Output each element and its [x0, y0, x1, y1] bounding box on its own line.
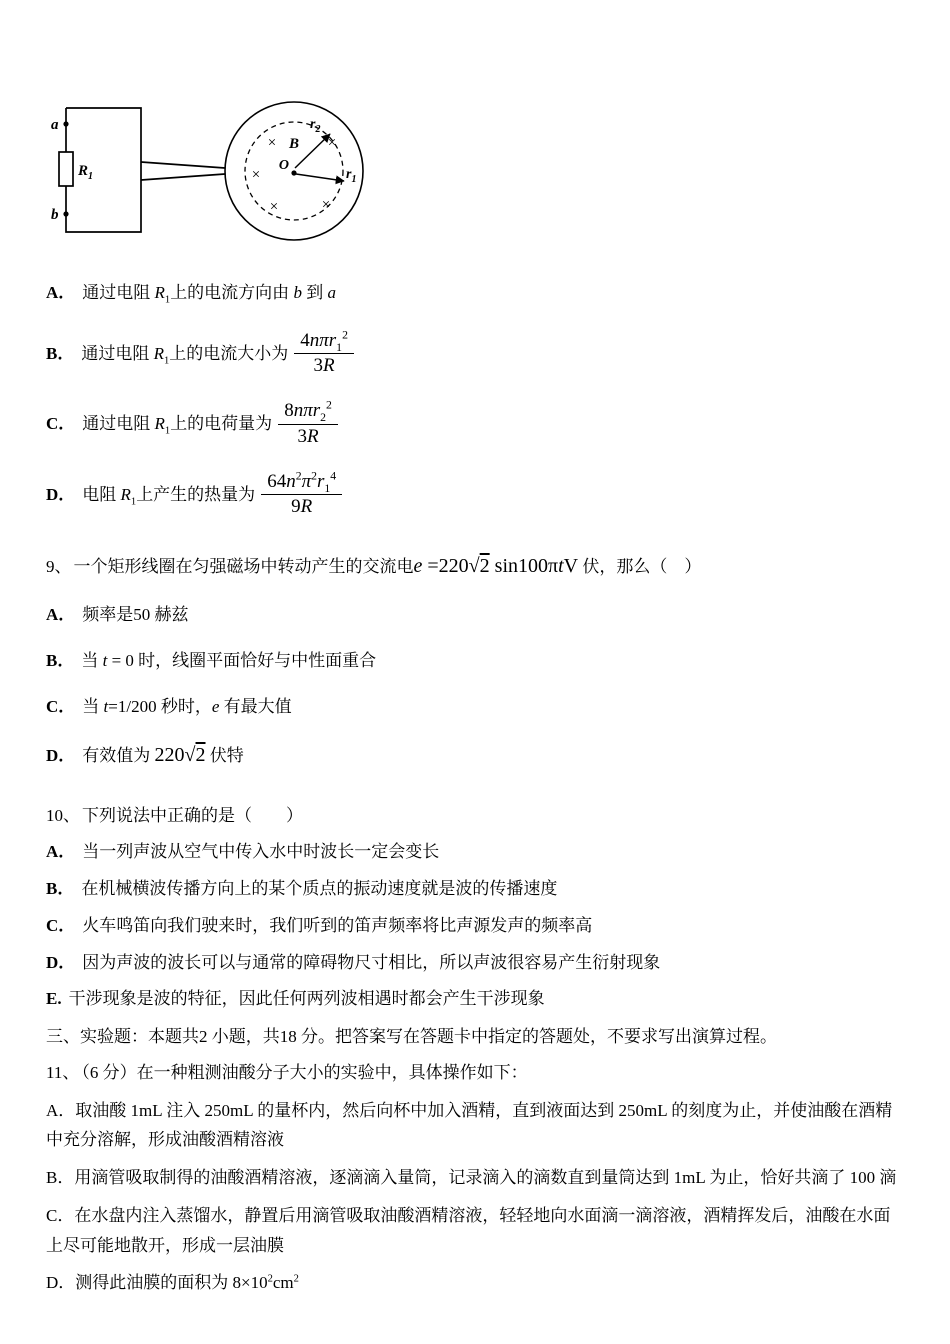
- option-row-9c: [46, 692, 904, 722]
- option-row-8a: [46, 278, 904, 308]
- field-cross-icon: ×: [251, 167, 261, 183]
- option-label: C．: [46, 915, 76, 935]
- circuit-diagram-figure: [46, 90, 904, 262]
- center-o-label: O: [278, 158, 289, 173]
- resistor-label: $R_1$: [78, 163, 94, 182]
- option-text: 电阻 $R_1$上产生的热量为: [82, 484, 256, 508]
- option-label: B．: [46, 1168, 75, 1188]
- fraction-denominator: 3R: [297, 425, 319, 447]
- option-text: 通过电阻 $R_1$上的电流大小为: [81, 343, 289, 367]
- stem-text: 下列说法中正确的是（ ）: [82, 805, 303, 825]
- radius-r1-label: $r_1$: [346, 167, 357, 185]
- option-label: D．: [46, 484, 76, 504]
- terminal-a-dot: [63, 121, 68, 126]
- option-row-10d: [46, 948, 904, 978]
- question-10: [46, 801, 904, 1015]
- field-cross-icon: ×: [267, 135, 277, 151]
- option-row-10b: [46, 874, 904, 904]
- terminal-b-label: b: [51, 207, 59, 223]
- option-row-9b: [46, 646, 904, 676]
- radius-r1-arrow: [296, 174, 344, 181]
- field-b-label: B: [289, 136, 300, 152]
- option-label: A．: [46, 1100, 76, 1120]
- fraction-numerator: $64n^2\pi^2r_1^4$: [261, 471, 342, 496]
- resistor-symbol: [59, 152, 73, 186]
- question-11: [46, 1058, 904, 1298]
- option-text: 干涉现象是波的特征，因此任何两列波相遇时都会产生干涉现象: [68, 989, 545, 1009]
- fraction: [294, 330, 354, 379]
- terminal-a-label: a: [51, 117, 59, 133]
- option-text: 火车鸣笛向我们驶来时，我们听到的笛声频率将比声源发声的频率高: [82, 915, 593, 935]
- question-10-stem: [46, 801, 904, 831]
- circuit-loop: [59, 108, 141, 232]
- rms-value-formula: 220√2: [154, 743, 206, 766]
- option-text: 伏特: [205, 745, 244, 765]
- fraction-denominator: 9R: [291, 496, 313, 518]
- field-cross-icon: ×: [321, 197, 331, 213]
- stem-text: （6 分）在一种粗测油酸分子大小的实验中，具体操作如下：: [81, 1062, 528, 1082]
- fraction-numerator: 4nπr$_1^2$: [294, 330, 354, 355]
- option-row-8d: [46, 471, 904, 520]
- option-label: A．: [46, 605, 76, 625]
- option-label: D．: [46, 745, 76, 765]
- question-8-options: [46, 278, 904, 520]
- field-cross-icon: ×: [327, 135, 337, 151]
- option-text: 当 t=1/200 秒时，e 有最大值: [82, 696, 292, 716]
- option-row-9d: [46, 738, 904, 773]
- question-9-stem: [46, 549, 904, 584]
- option-text: 因为声波的波长可以与通常的障碍物尺寸相比，所以声波很容易产生衍射现象: [82, 952, 661, 972]
- option-row-8c: [46, 400, 904, 449]
- option-text: 通过电阻 $R_1$上的电流方向由 b 到 a: [82, 282, 336, 306]
- option-row-9a: [46, 600, 904, 630]
- option-row-11c: [46, 1201, 904, 1261]
- option-text: 取油酸 1mL 注入 250mL 的量杯内，然后向杯中加入酒精，直到液面达到 250mL 的刻度为止，并使油酸在酒精中充分溶解，形成油酸酒精溶液: [46, 1100, 893, 1150]
- option-label: A．: [46, 282, 76, 302]
- option-text: 在机械横波传播方向上的某个质点的振动速度就是波的传播速度: [81, 879, 558, 899]
- option-label: D．: [46, 1273, 76, 1293]
- option-text: 测得此油膜的面积为 $8\times 10^2cm^2$: [75, 1273, 299, 1293]
- option-row-10c: [46, 911, 904, 941]
- section-3-header: 三、实验题：本题共2 小题，共18 分。把答案写在答题卡中指定的答题处，不要求写出演算过程。: [46, 1027, 777, 1047]
- field-cross-icon: ×: [269, 199, 279, 215]
- lead-wires: [141, 162, 225, 180]
- radius-r2-arrow: [295, 134, 330, 168]
- option-row-11b: [46, 1163, 904, 1193]
- question-number: 9、: [46, 557, 72, 577]
- option-label: B．: [46, 879, 75, 899]
- option-text: 当一列声波从空气中传入水中时波长一定会变长: [82, 842, 440, 862]
- stem-text: 一个矩形线圈在匀强磁场中转动产生的交流电: [73, 557, 414, 577]
- option-label: C．: [46, 696, 76, 716]
- radius-r2-label: $r_2$: [310, 117, 321, 135]
- ac-emf-formula: e =220√2 sin100πtV: [413, 555, 579, 578]
- option-row-8b: [46, 330, 904, 379]
- question-11-stem: [46, 1058, 904, 1088]
- option-label: C．: [46, 414, 76, 434]
- option-row-10a: [46, 837, 904, 867]
- option-label: A．: [46, 842, 76, 862]
- option-text: 频率是50 赫兹: [82, 605, 189, 625]
- option-label: C．: [46, 1205, 75, 1225]
- fraction-numerator: 8nπr$_2^2$: [278, 400, 338, 425]
- fraction: [278, 400, 338, 449]
- option-text: 当 t = 0 时，线圈平面恰好与中性面重合: [81, 651, 377, 671]
- center-o-dot: [291, 170, 296, 175]
- question-9: [46, 549, 904, 772]
- option-text: 用滴管吸取制得的油酸酒精溶液，逐滴滴入量筒，记录滴入的滴数直到量筒达到 1mL 为止，恰好共滴了 100 滴: [74, 1168, 897, 1188]
- option-label: B．: [46, 343, 75, 363]
- question-number: 10、: [46, 805, 80, 825]
- option-label: D．: [46, 952, 76, 972]
- option-text: 通过电阻 $R_1$上的电荷量为: [82, 414, 273, 437]
- option-label: B．: [46, 651, 75, 671]
- fraction-denominator: 3R: [313, 355, 335, 377]
- option-text: 有效值为: [82, 745, 155, 765]
- option-row-10e: [46, 984, 904, 1014]
- circuit-diagram: [46, 90, 386, 252]
- stem-text: 伏，那么（ ）: [578, 557, 702, 577]
- terminal-b-dot: [63, 211, 68, 216]
- question-number: 11、: [46, 1062, 80, 1082]
- option-label: E.: [46, 989, 62, 1009]
- option-text: 在水盘内注入蒸馏水，静置后用滴管吸取油酸酒精溶液，轻轻地向水面滴一滴溶液，酒精挥发后，油酸在水面上尽可能地散开，形成一层油膜: [46, 1205, 891, 1255]
- fraction: [261, 471, 342, 520]
- option-row-11a: [46, 1096, 904, 1156]
- option-row-11d: [46, 1268, 904, 1298]
